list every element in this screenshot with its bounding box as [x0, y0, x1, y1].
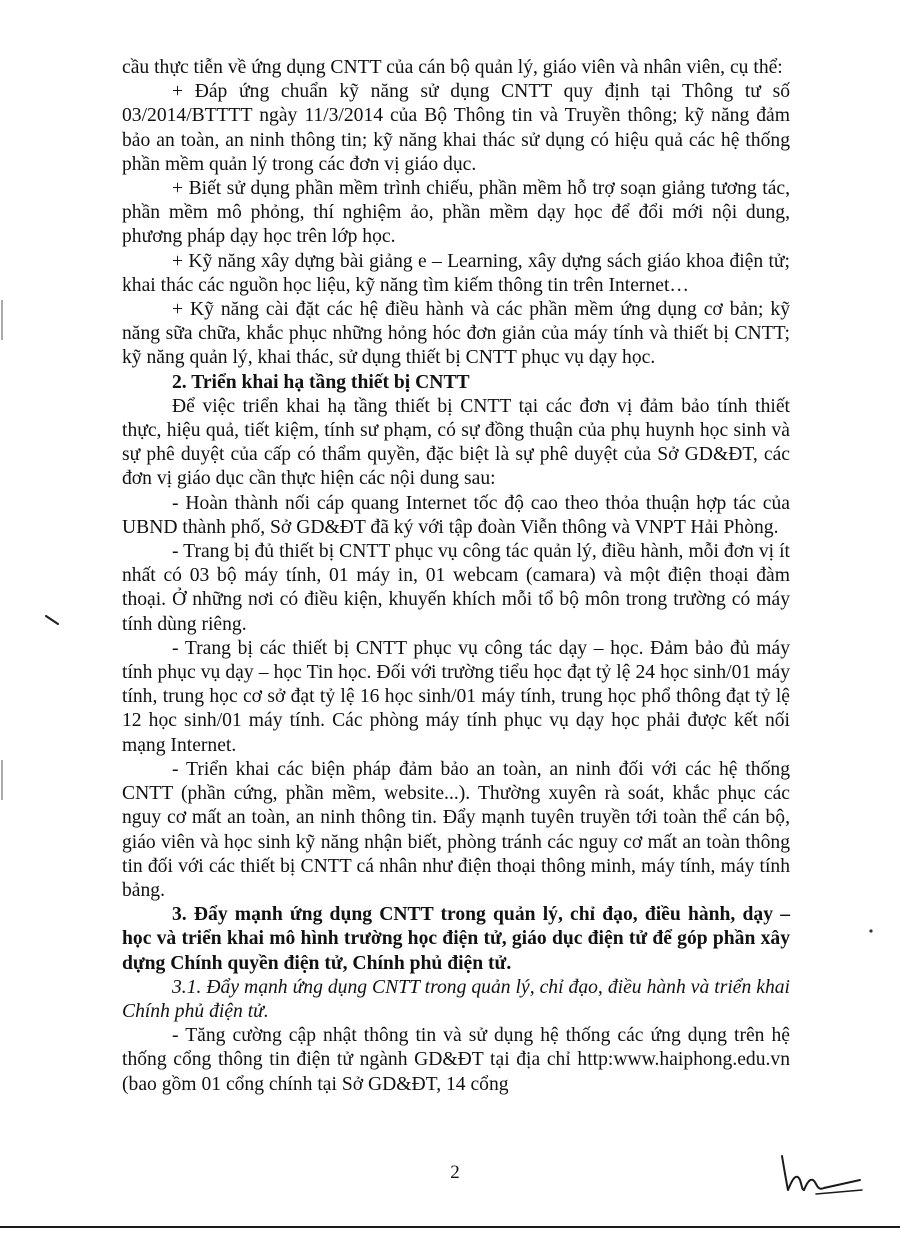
paragraph-infrastructure-intro: Để việc triển khai hạ tầng thiết bị CNTT tại các đơn vị đảm bảo tính thiết thực, hiệu quả, tiết kiệm, tính sư phạm, có sự đồng thuận của phụ huynh học sinh và sự phê duyệt của cấp có thẩm quyền, đặc biệt là sự phê duyệt của Sở GD&ĐT, các đơn vị giáo dục cần thực hiện các nội dung sau:: [122, 395, 790, 490]
paragraph-intro: cầu thực tiễn về ứng dụng CNTT của cán bộ quản lý, giáo viên và nhân viên, cụ thể:: [122, 57, 783, 78]
heading-section-3-1: 3.1. Đẩy mạnh ứng dụng CNTT trong quản lý, chỉ đạo, điều hành và triển khai Chính phủ điện tử.: [122, 976, 790, 1022]
paragraph-teaching-equipment: - Trang bị các thiết bị CNTT phục vụ công tác dạy – học. Đảm bảo đủ máy tính phục vụ dạy – học Tin học. Đối với trường tiểu học đạt tỷ lệ 24 học sinh/01 máy tính, trung học cơ sở đạt tỷ lệ 16 học sinh/01 máy tính, trung học phổ thông đạt tỷ lệ 12 học sinh/01 máy tính. Các phòng máy tính phục vụ dạy học phải được kết nối mạng Internet.: [122, 637, 790, 756]
scan-edge-left: [0, 300, 4, 340]
paragraph-fiber-internet: - Hoàn thành nối cáp quang Internet tốc độ cao theo thỏa thuận hợp tác của UBND thành phố, Sở GD&ĐT đã ký với tập đoàn Viễn thông và VNPT Hải Phòng.: [122, 492, 790, 538]
paragraph-security: - Triển khai các biện pháp đảm bảo an toàn, an ninh đối với các hệ thống CNTT (phần cứng, phần mềm, website...). Thường xuyên rà soát, khắc phục các nguy cơ mất an toàn, an ninh thông tin. Đẩy mạnh tuyên truyền tới toàn thể cán bộ, giáo viên và học sinh kỹ năng nhận biết, phòng tránh các nguy cơ mất an toàn thông tin đối với các thiết bị CNTT cá nhân như điện thoại thông minh, máy tính, máy tính bảng.: [122, 758, 790, 901]
bottom-scan-edge: [0, 1226, 900, 1228]
heading-section-3: 3. Đẩy mạnh ứng dụng CNTT trong quản lý, chỉ đạo, điều hành, dạy – học và triển khai mô hình trường học điện tử, giáo dục điện tử để góp phần xây dựng Chính quyền điện tử, Chính phủ điện tử.: [122, 904, 790, 974]
page-number: 2: [450, 1162, 460, 1183]
paragraph-bullet-elearning: + Kỹ năng xây dựng bài giảng e – Learning, xây dựng sách giáo khoa điện tử; khai thác các nguồn học liệu, kỹ năng tìm kiếm thông tin trên Internet…: [122, 250, 790, 296]
document-body: [122, 56, 790, 1097]
heading-section-2: 2. Triển khai hạ tầng thiết bị CNTT: [172, 371, 470, 393]
scan-mark-right: [866, 926, 876, 936]
scan-mark-left: [44, 612, 64, 628]
paragraph-bullet-install: + Kỹ năng cài đặt các hệ điều hành và các phần mềm ứng dụng cơ bản; kỹ năng sữa chữa, khắc phục những hỏng hóc đơn giản của máy tính và thiết bị CNTT; kỹ năng quản lý, khai thác, sử dụng thiết bị CNTT phục vụ dạy học.: [122, 299, 790, 369]
paragraph-portal: - Tăng cường cập nhật thông tin và sử dụng hệ thống các ứng dụng trên hệ thống cổng thông tin điện tử ngành GD&ĐT tại địa chỉ http:www.haiphong.edu.vn (bao gồm 01 cổng chính tại Sở GD&ĐT, 14 cổng: [122, 1025, 790, 1095]
handwritten-initials: [776, 1150, 866, 1200]
paragraph-bullet-presentation: + Biết sử dụng phần mềm trình chiếu, phần mềm hỗ trợ soạn giảng tương tác, phần mềm mô phỏng, thí nghiệm ảo, phần mềm dạy học để đổi mới nội dung, phương pháp dạy học trên lớp học.: [122, 178, 790, 248]
paragraph-bullet-standard: + Đáp ứng chuẩn kỹ năng sử dụng CNTT quy định tại Thông tư số 03/2014/BTTTT ngày 11/3/2014 của Bộ Thông tin và Truyền thông; kỹ năng đảm bảo an toàn, an ninh thông tin; kỹ năng khai thác sử dụng có hiệu quả các hệ thống phần mềm quản lý trong các đơn vị giáo dục.: [122, 81, 790, 175]
paragraph-management-equipment: - Trang bị đủ thiết bị CNTT phục vụ công tác quản lý, điều hành, mỗi đơn vị ít nhất có 03 bộ máy tính, 01 máy in, 01 webcam (camara) và một điện thoại đàm thoại. Ở những nơi có điều kiện, khuyến khích mỗi tổ bộ môn trong trường có máy tính dùng riêng.: [122, 541, 790, 635]
scan-edge-left-2: [0, 760, 4, 800]
